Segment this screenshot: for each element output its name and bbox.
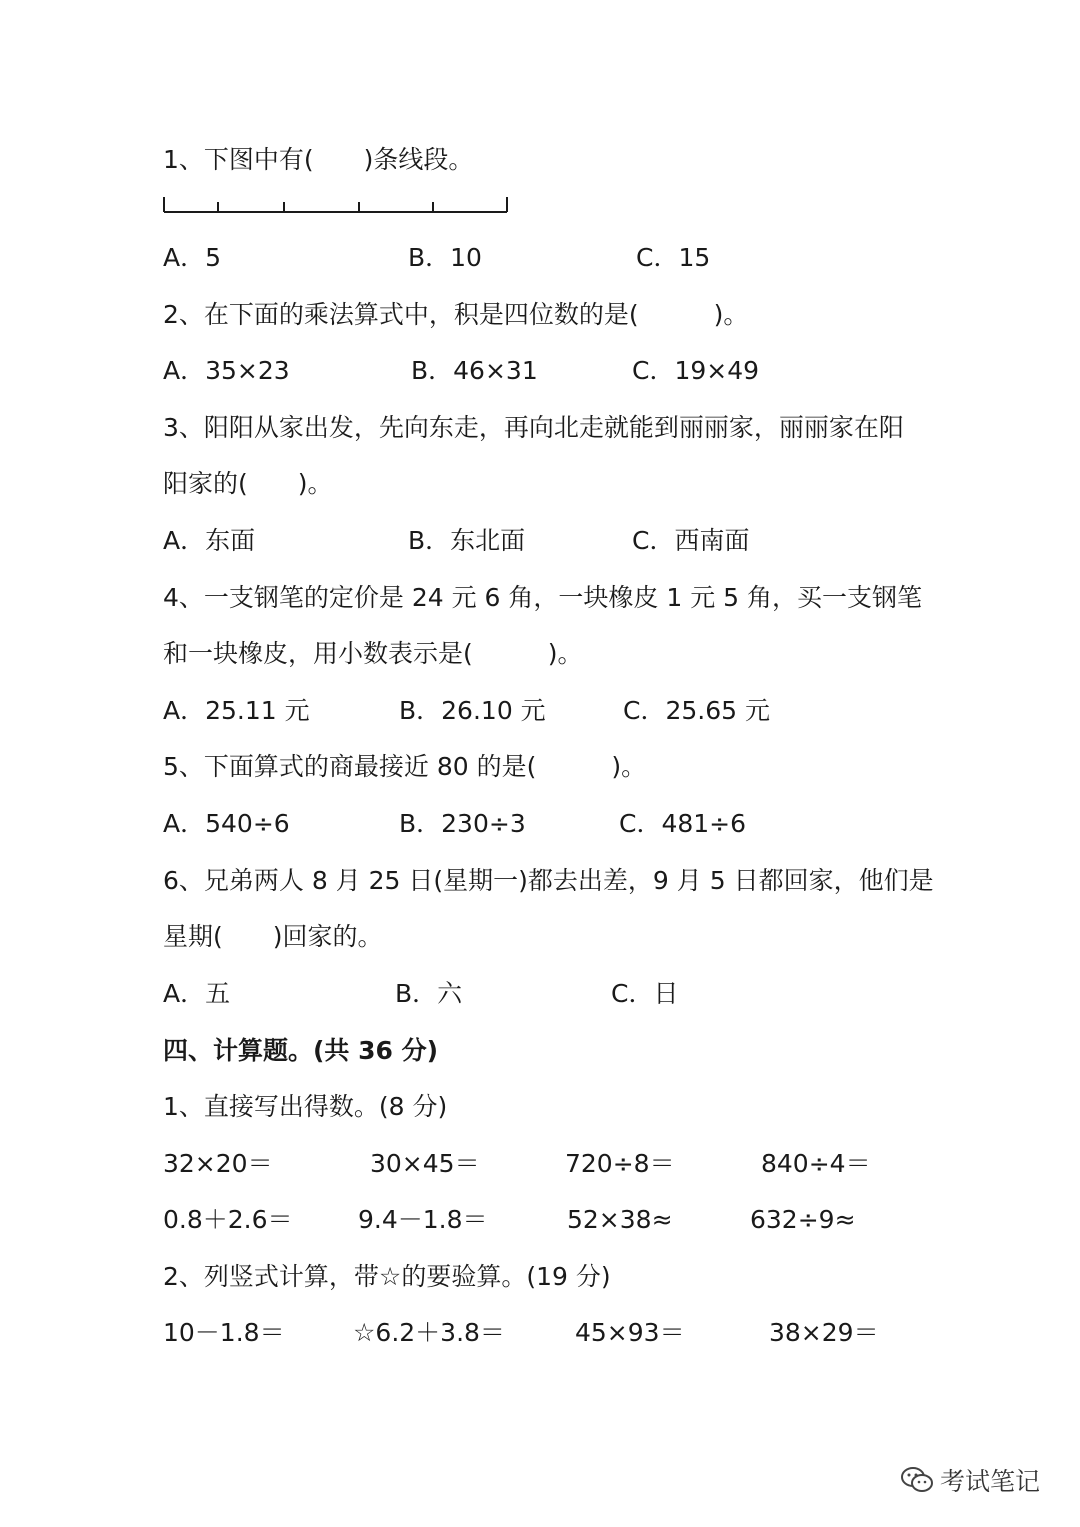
- question-6-stem-line2: 星期( )回家的。: [163, 922, 383, 951]
- calc-item: 9.4－1.8＝: [358, 1205, 488, 1234]
- calc-item: 0.8＋2.6＝: [163, 1205, 293, 1234]
- question-3-stem-line2: 阳家的( )。: [163, 469, 333, 498]
- section-4-heading: 四、计算题。(共 36 分): [163, 1036, 439, 1065]
- line-segment-figure: [160, 193, 512, 219]
- calc-item: 52×38≈: [567, 1205, 673, 1234]
- q5-option-a: A．540÷6: [163, 809, 290, 838]
- calc-item: ☆6.2＋3.8＝: [353, 1318, 505, 1347]
- q1-option-a: A．5: [163, 243, 222, 272]
- q6-option-b: B．六: [395, 979, 463, 1008]
- calc-item: 840÷4＝: [761, 1149, 871, 1178]
- question-2-stem: 2、在下面的乘法算式中，积是四位数的是( )。: [163, 300, 749, 329]
- calc-item: 38×29＝: [769, 1318, 879, 1347]
- section-4-part2-title: 2、列竖式计算，带☆的要验算。(19 分): [163, 1262, 611, 1291]
- q6-option-a: A．五: [163, 979, 231, 1008]
- calc-item: 720÷8＝: [565, 1149, 675, 1178]
- calc-item: 45×93＝: [575, 1318, 685, 1347]
- q6-option-c: C．日: [611, 979, 679, 1008]
- question-6-stem-line1: 6、兄弟两人 8 月 25 日(星期一)都去出差，9 月 5 日都回家，他们是: [163, 866, 934, 895]
- section-4-part1-title: 1、直接写出得数。(8 分): [163, 1092, 448, 1121]
- watermark: [900, 1462, 1040, 1498]
- question-4-stem-line1: 4、一支钢笔的定价是 24 元 6 角，一块橡皮 1 元 5 角，买一支钢笔: [163, 583, 923, 612]
- question-4-stem-line2: 和一块橡皮，用小数表示是( )。: [163, 639, 583, 668]
- q2-option-a: A．35×23: [163, 356, 290, 385]
- q5-option-b: B．230÷3: [399, 809, 526, 838]
- q5-option-c: C．481÷6: [619, 809, 747, 838]
- watermark-text: 考试笔记: [940, 1467, 1041, 1496]
- q1-option-c: C．15: [636, 243, 711, 272]
- question-5-stem: 5、下面算式的商最接近 80 的是( )。: [163, 752, 647, 781]
- question-3-stem-line1: 3、阳阳从家出发，先向东走，再向北走就能到丽丽家，丽丽家在阳: [163, 413, 904, 442]
- q1-option-b: B．10: [408, 243, 482, 272]
- question-1-stem: 1、下图中有( )条线段。: [163, 145, 474, 174]
- q4-option-a: A．25.11 元: [163, 696, 310, 725]
- calc-item: 10－1.8＝: [163, 1318, 285, 1347]
- q2-option-c: C．19×49: [632, 356, 760, 385]
- q3-option-c: C．西南面: [632, 526, 750, 555]
- calc-item: 30×45＝: [370, 1149, 480, 1178]
- q2-option-b: B．46×31: [411, 356, 538, 385]
- q3-option-a: A．东面: [163, 526, 256, 555]
- calc-item: 632÷9≈: [750, 1205, 856, 1234]
- q4-option-c: C．25.65 元: [623, 696, 770, 725]
- calc-item: 32×20＝: [163, 1149, 273, 1178]
- wechat-icon: [900, 1465, 934, 1495]
- q3-option-b: B．东北面: [408, 526, 526, 555]
- q4-option-b: B．26.10 元: [399, 696, 546, 725]
